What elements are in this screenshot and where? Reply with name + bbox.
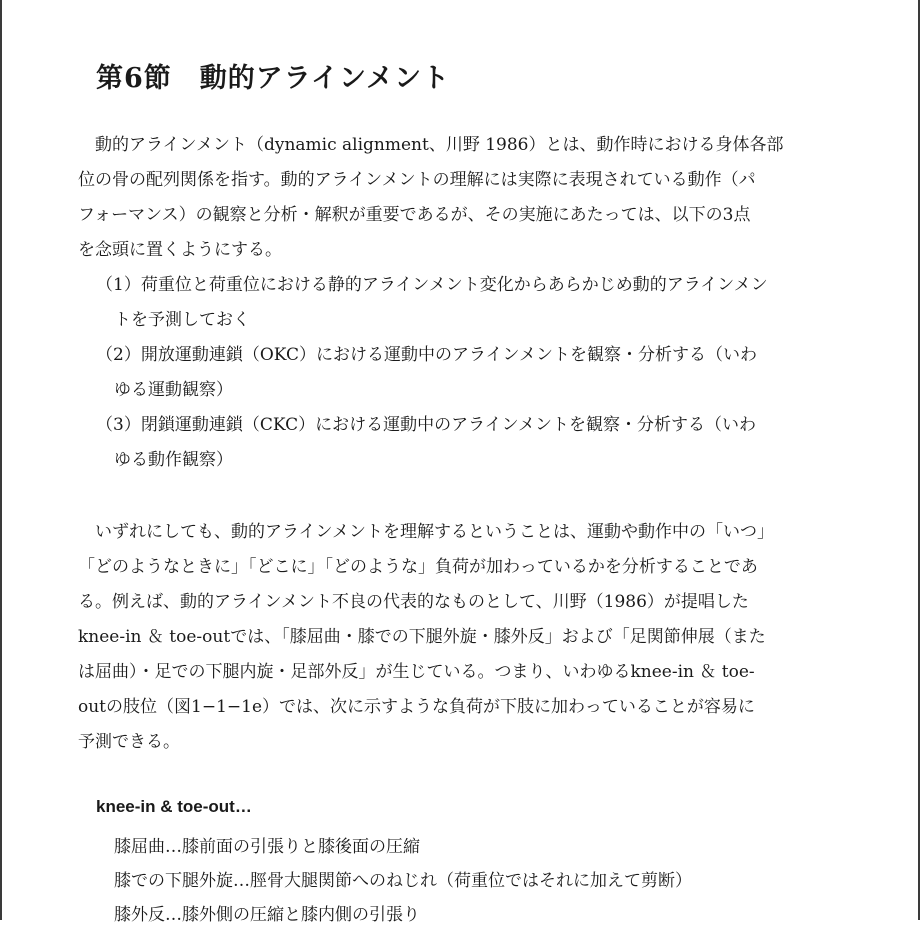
- intro-paragraph: [78, 128, 838, 268]
- text-line: outの肢位（図1−1−1e）では、次に示すような負荷が下肢に加わっていることが容易に: [78, 697, 755, 717]
- text-line: 「どのようなときに」「どこに」「どのような」負荷が加わっているかを分析することであ: [78, 557, 758, 577]
- list-item: [96, 408, 836, 478]
- list-item: 膝での下腿外旋…脛骨大腿関節へのねじれ（荷重位ではそれに加えて剪断）: [114, 871, 692, 891]
- list-item-text: トを予測しておく: [114, 310, 250, 330]
- text-line: る。例えば、動的アラインメント不良の代表的なものとして、川野（1986）が提唱した: [78, 592, 749, 612]
- effects-list: [114, 830, 692, 932]
- text-line: 予測できる。: [78, 732, 180, 752]
- list-item-text: ゆる動作観察）: [114, 450, 233, 470]
- text-line: は屈曲）・足での下腿内旋・足部外反」が生じている。つまり、いわゆるknee-in ＆ toe-: [78, 662, 755, 682]
- list-item-text: （3）閉鎖運動連鎖（CKC）における運動中のアラインメントを観察・分析する（いわ: [96, 415, 757, 435]
- text-line: knee-in ＆ toe-outでは、「膝屈曲・膝での下腿外旋・膝外反」および「足関節伸展（また: [78, 627, 766, 647]
- list-item-text: ゆる運動観察）: [114, 380, 233, 400]
- text-line: 動的アラインメント（dynamic alignment、川野 1986）とは、動作時における身体各部: [78, 135, 784, 155]
- section-title: 第6節 動的アラインメント: [96, 63, 451, 94]
- list-item: [96, 268, 836, 338]
- text-line: フォーマンス）の観察と分析・解釈が重要であるが、その実施にあたっては、以下の3点: [78, 205, 751, 225]
- effects-heading: knee-in & toe-out…: [96, 797, 252, 816]
- list-item: 膝外反…膝外側の圧縮と膝内側の引張り: [114, 905, 420, 925]
- list-item-text: （2）開放運動連鎖（OKC）における運動中のアラインメントを観察・分析する（いわ: [96, 345, 757, 365]
- list-item: [96, 338, 836, 408]
- text-line: 位の骨の配列関係を指す。動的アラインメントの理解には実際に表現されている動作（パ: [78, 170, 756, 190]
- text-line: いずれにしても、動的アラインメントを理解するということは、運動や動作中の「いつ」: [78, 522, 774, 542]
- numbered-points: [96, 268, 836, 478]
- text-line: を念頭に置くようにする。: [78, 240, 282, 260]
- list-item-text: （1）荷重位と荷重位における静的アラインメント変化からあらかじめ動的アラインメン: [96, 275, 768, 295]
- list-item: 膝屈曲…膝前面の引張りと膝後面の圧縮: [114, 837, 420, 857]
- body-paragraph: [78, 515, 838, 760]
